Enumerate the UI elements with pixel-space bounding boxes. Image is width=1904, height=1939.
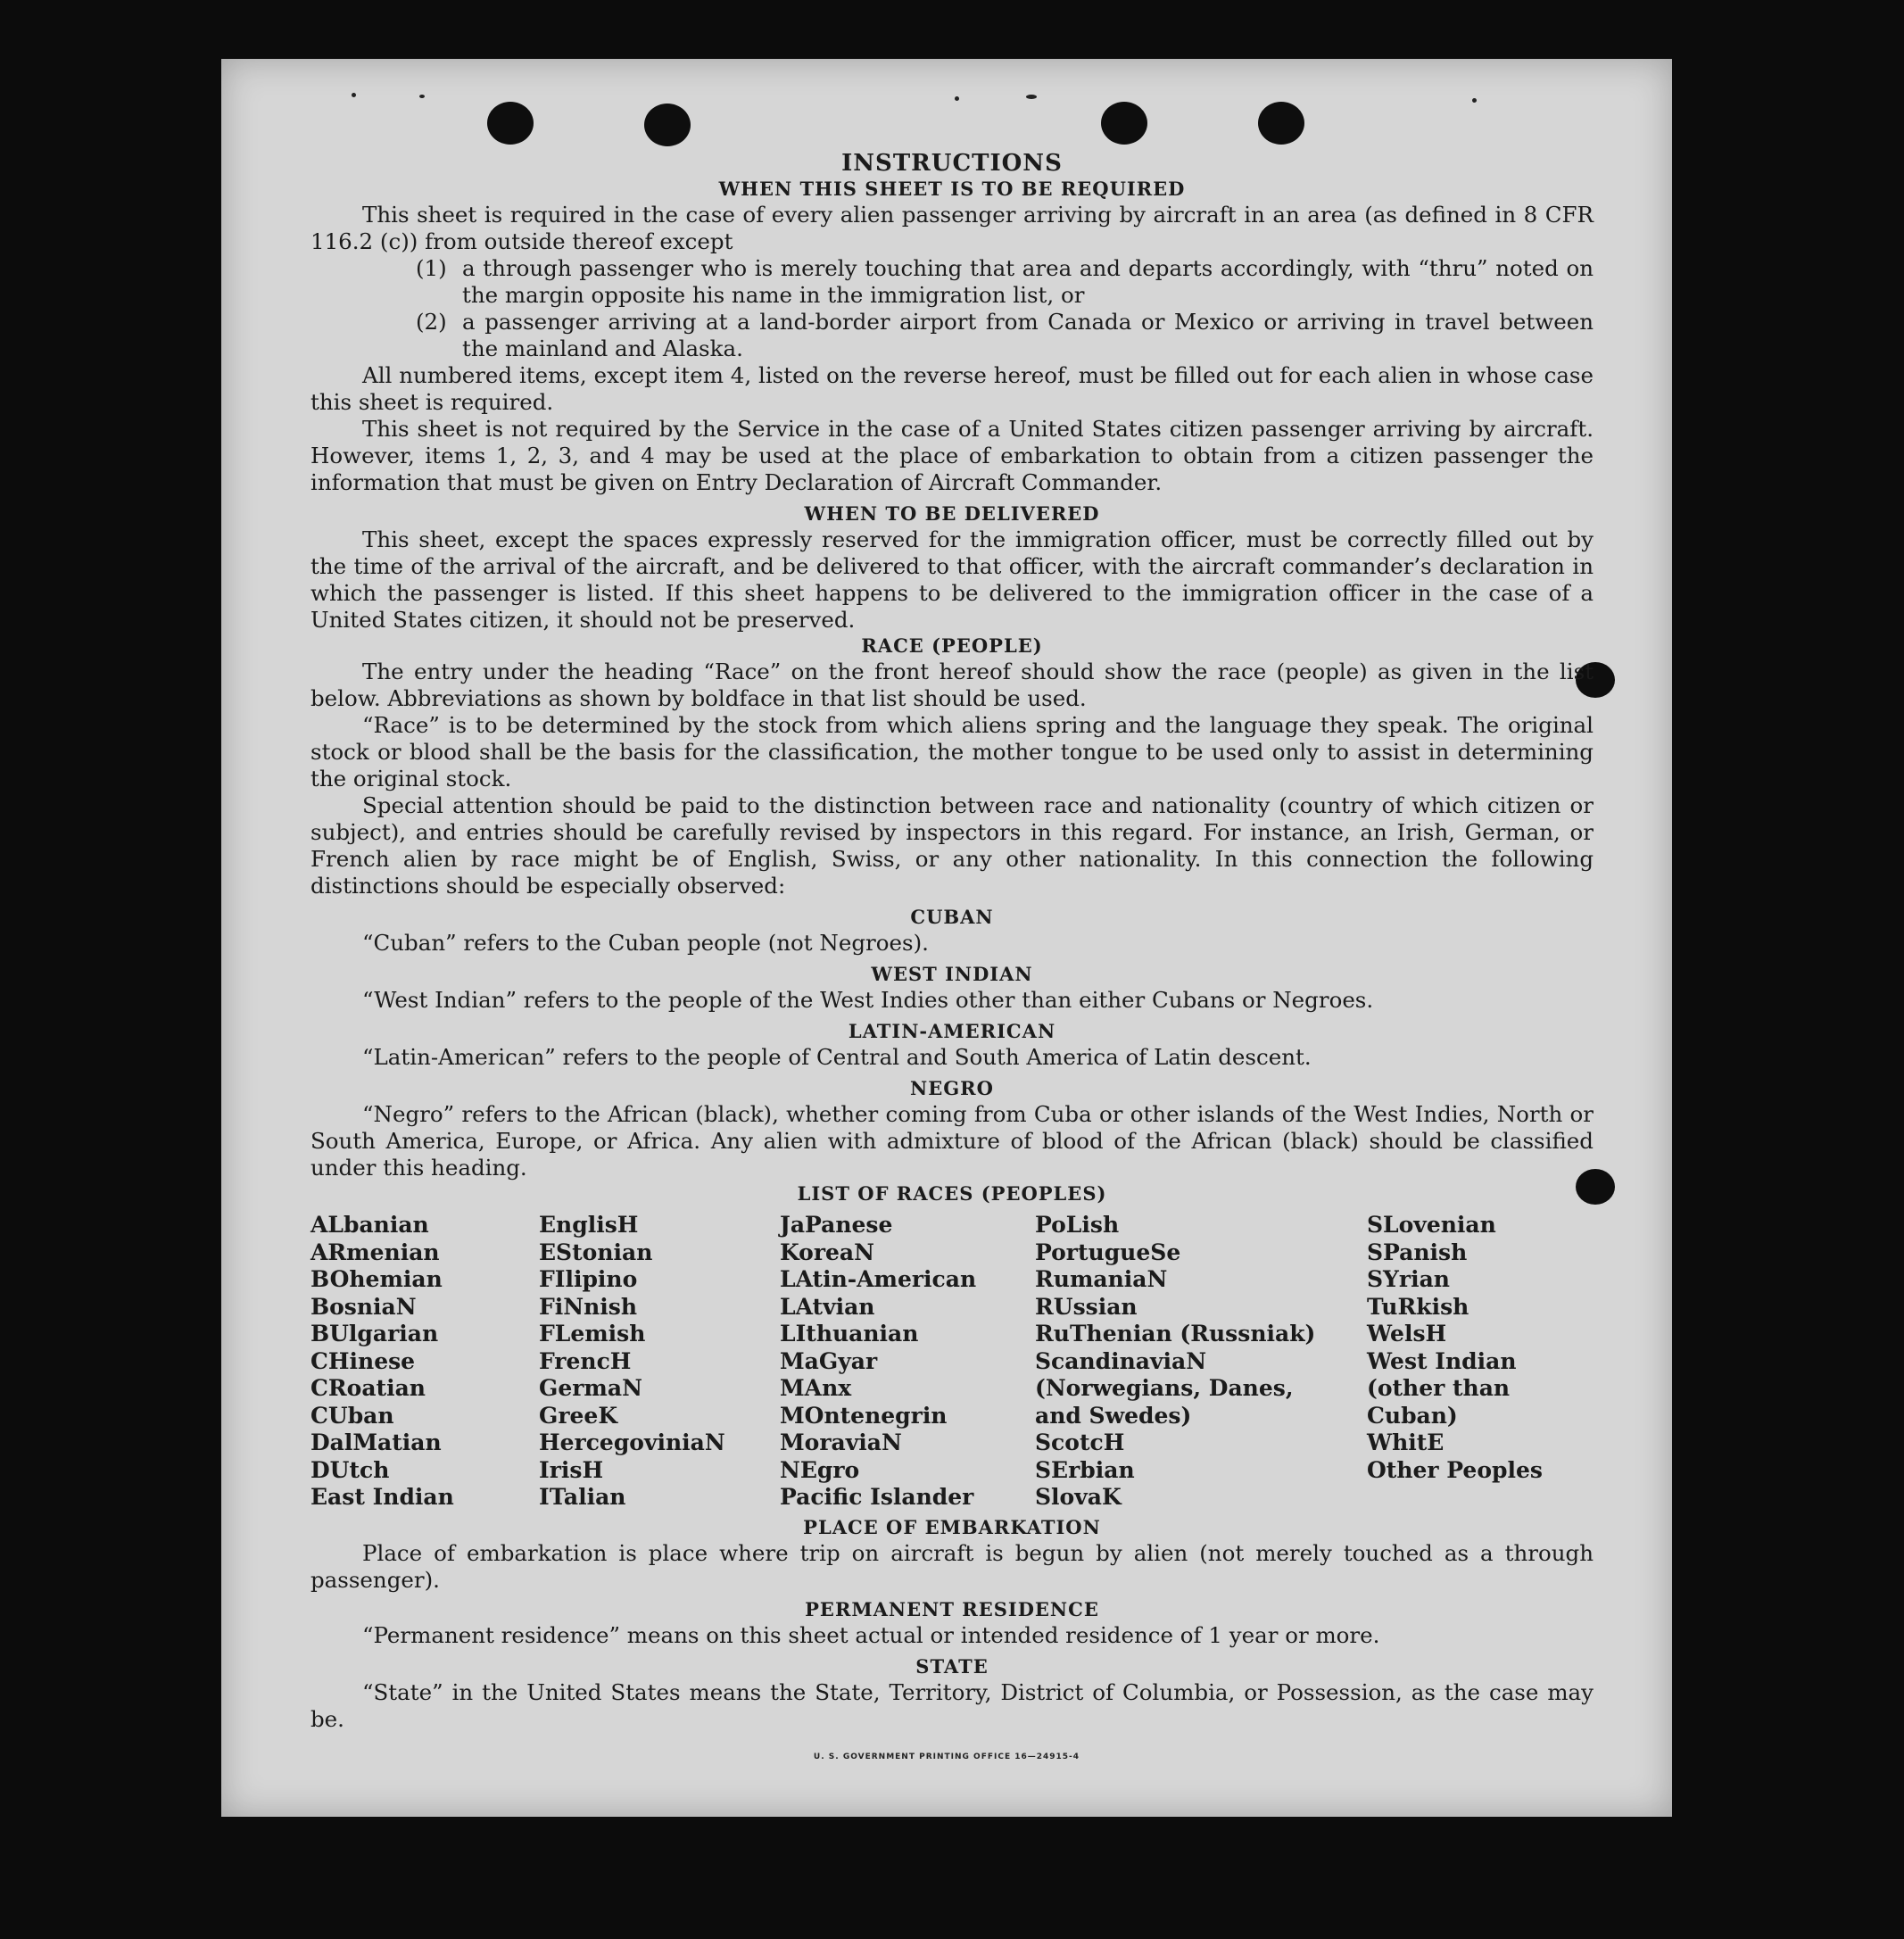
item-text: a passenger arriving at a land-border airport from Canada or Mexico or arriving in travel between the mainland and Alaska. (462, 309, 1594, 361)
race-column (310, 1212, 539, 1512)
race-entry: LAtin-American (780, 1266, 977, 1292)
item-number: (1) (416, 255, 447, 281)
race-entry: MAnx (780, 1375, 852, 1401)
paragraph: This sheet is not required by the Service in the case of a United States citizen passenger arriving by aircraft. However, items 1, 2, 3, and 4 may be used at the place of embarkation to obtain from a citizen passenger the information that must be given on Entry Declaration of Aircraft Commander. (310, 416, 1594, 495)
paragraph: This sheet, except the spaces expressly reserved for the immigration officer, must be correctly filled out by the time of the arrival of the aircraft, and be delivered to that officer, with the aircraft commander’s declaration in which the passenger is listed. If this sheet happens to be delivered to the immigration officer in the case of a United States citizen, it should not be preserved. (310, 526, 1594, 633)
section-heading-state: STATE (915, 1654, 989, 1678)
speck (352, 93, 356, 97)
race-entry: SLovenian (1367, 1212, 1496, 1238)
paragraph: Special attention should be paid to the distinction between race and nationality (country of which citizen or subject), and entries should be carefully revised by inspectors in this regard. For instance, an Irish, German, or French alien by race might be of English, Swiss, or any other nationality. In this connection the following distinctions should be especially observed: (310, 792, 1594, 899)
paragraph: “Negro” refers to the African (black), whether coming from Cuba or other islands of the West Indies, North or South America, Europe, or Africa. Any alien with admixture of blood of the African (black) should be classified under this heading. (310, 1101, 1594, 1181)
race-entry: Pacific Islander (780, 1484, 974, 1510)
paragraph: All numbered items, except item 4, listed on the reverse hereof, must be filled out for each alien in whose case this sheet is required. (310, 362, 1594, 415)
race-entry: DalMatian (310, 1429, 442, 1455)
instructions-content (310, 150, 1594, 1733)
paragraph: “Permanent residence” means on this sheet actual or intended residence of 1 year or more. (362, 1621, 1380, 1648)
section-heading-cuban: CUBAN (910, 906, 994, 928)
paragraph: Place of embarkation is place where trip on aircraft is begun by alien (not merely touched as a through passenger). (310, 1539, 1594, 1593)
race-entry: BUlgarian (310, 1321, 439, 1347)
section-heading-delivered: WHEN TO BE DELIVERED (804, 502, 1100, 525)
race-entry: ITalian (539, 1484, 626, 1510)
race-entry: SErbian (1035, 1456, 1135, 1483)
punch-hole (487, 102, 534, 145)
race-entry: East Indian (310, 1484, 454, 1510)
race-list (310, 1212, 1594, 1512)
race-entry: ScotcH (1035, 1429, 1125, 1455)
speck (955, 96, 959, 101)
race-entry: FIlipino (539, 1266, 638, 1292)
race-entry: SPanish (1367, 1239, 1468, 1265)
race-entry: ARmenian (310, 1239, 440, 1265)
section-heading-latin-american: LATIN-AMERICAN (848, 1020, 1056, 1042)
race-entry: MaGyar (780, 1347, 878, 1374)
race-entry: BOhemian (310, 1266, 443, 1292)
race-entry: RUssian (1035, 1293, 1138, 1320)
race-entry: FrencH (539, 1347, 632, 1374)
race-entry: DUtch (310, 1456, 390, 1483)
paragraph: “State” in the United States means the State, Territory, District of Columbia, or Possession, as the case may be. (310, 1678, 1594, 1732)
race-entry: CHinese (310, 1347, 416, 1374)
paragraph: “West Indian” refers to the people of the West Indies other than either Cubans or Negroes. (362, 987, 1374, 1013)
race-entry: HercegoviniaN (539, 1429, 725, 1455)
race-column (1367, 1212, 1594, 1512)
paragraph: “Cuban” refers to the Cuban people (not Negroes). (362, 930, 929, 956)
race-entry: SYrian (1367, 1266, 1450, 1292)
item-number: (2) (416, 309, 447, 335)
race-entry: FLemish (539, 1321, 646, 1347)
paragraph: The entry under the heading “Race” on the front hereof should show the race (people) as given in the list below. Abbreviations as shown by boldface in that list should be used. (310, 659, 1594, 711)
race-entry: BosniaN (310, 1293, 417, 1320)
paragraph: “Race” is to be determined by the stock from which aliens spring and the language they speak. The original stock or blood shall be the basis for the classification, the mother tongue to be used only to assist in determining the original stock. (310, 712, 1594, 791)
section-heading-race: RACE (PEOPLE) (861, 634, 1043, 657)
race-entry: GreeK (539, 1402, 618, 1429)
punch-hole (644, 104, 691, 146)
paragraph: “Latin-American” refers to the people of Central and South America of Latin descent. (362, 1044, 1312, 1070)
section-heading-embarkation: PLACE OF EMBARKATION (803, 1515, 1101, 1538)
punch-hole (1101, 102, 1147, 145)
section-heading-west-indian: WEST INDIAN (871, 963, 1033, 985)
race-entry: GermaN (539, 1375, 642, 1401)
race-entry: NEgro (780, 1456, 860, 1483)
section-heading-negro: NEGRO (910, 1077, 994, 1099)
exception-item (310, 309, 1594, 362)
race-entry: LAtvian (780, 1293, 875, 1320)
item-text: a through passenger who is merely touching that area and departs accordingly, with “thru” noted on the margin opposite his name in the immigration list, or (462, 255, 1594, 308)
race-entry: KoreaN (780, 1239, 874, 1265)
exception-item (310, 255, 1594, 309)
race-entry: RuThenian (Russniak) (1035, 1321, 1316, 1347)
race-entry: MoraviaN (780, 1429, 902, 1455)
race-entry: EStonian (539, 1239, 653, 1265)
race-entry: FiNnish (539, 1293, 638, 1320)
race-entry: CRoatian (310, 1375, 426, 1401)
speck (1472, 98, 1477, 103)
document-sheet (221, 59, 1672, 1817)
race-entry: West Indian (other than Cuban) (1367, 1347, 1517, 1429)
printer-imprint: U. S. GOVERNMENT PRINTING OFFICE 16—24915-4 (813, 1753, 1080, 1761)
race-entry: CUban (310, 1402, 394, 1429)
speck (1026, 95, 1037, 99)
section-heading-required: WHEN THIS SHEET IS TO BE REQUIRED (718, 178, 1186, 200)
race-entry: WelsH (1367, 1321, 1447, 1347)
race-entry: PoLish (1035, 1212, 1120, 1238)
section-heading-permanent-residence: PERMANENT RESIDENCE (805, 1597, 1099, 1620)
race-entry: MOntenegrin (780, 1402, 948, 1429)
race-entry: EnglisH (539, 1212, 639, 1238)
race-entry: RumaniaN (1035, 1266, 1168, 1292)
race-entry: ALbanian (310, 1212, 429, 1238)
race-entry: Other Peoples (1367, 1456, 1543, 1483)
race-entry: SlovaK (1035, 1484, 1122, 1510)
race-entry: PortugueSe (1035, 1239, 1181, 1265)
race-entry: LIthuanian (780, 1321, 919, 1347)
race-column (1035, 1212, 1367, 1512)
punch-hole (1258, 102, 1304, 145)
paragraph: This sheet is required in the case of every alien passenger arriving by aircraft in an area (as defined in 8 CFR 116.2 (c)) from outside thereof except (310, 202, 1594, 254)
race-entry: TuRkish (1367, 1293, 1469, 1320)
race-column (539, 1212, 780, 1512)
section-heading-list-of-races: LIST OF RACES (PEOPLES) (797, 1182, 1107, 1205)
race-entry: IrisH (539, 1456, 604, 1483)
speck (419, 95, 425, 98)
race-column (780, 1212, 1035, 1512)
race-entry: ScandinaviaN (Norwegians, Danes, and Swedes) (1035, 1347, 1294, 1429)
race-entry: JaPanese (780, 1212, 893, 1238)
page-title: INSTRUCTIONS (841, 150, 1063, 177)
race-entry: WhitE (1367, 1429, 1445, 1455)
